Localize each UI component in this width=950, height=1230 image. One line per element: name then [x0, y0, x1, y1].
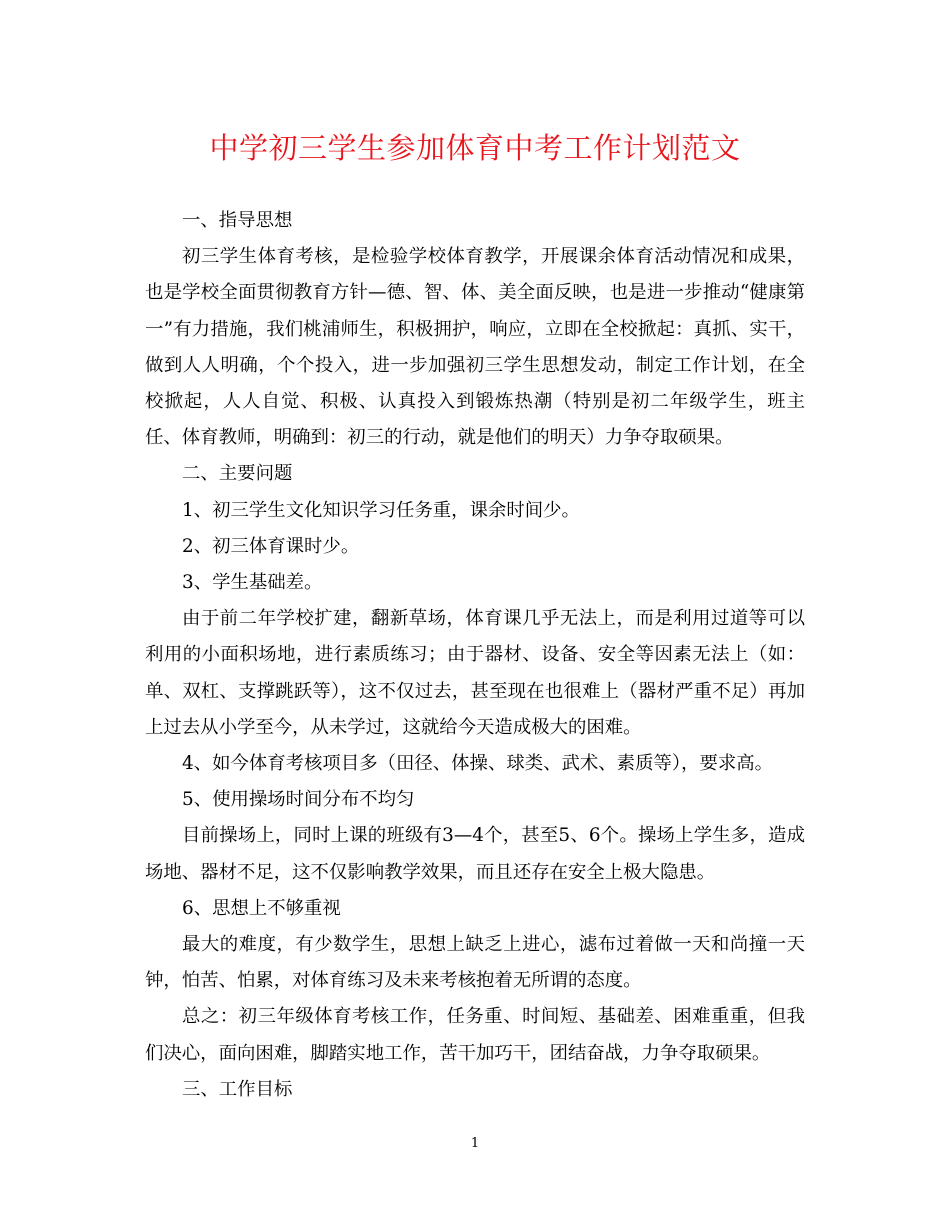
list-item: 2、初三体育课时少。 — [182, 535, 360, 557]
paragraph: 由于前二年学校扩建，翻新草场，体育课几乎无法上，而是利用过道等可以利用的小面积场地，进行素质练习；由于器材、设备、安全等因素无法上（如：单、双杠、支撑跳跃等），这不仅过去，甚至现在也很难上（器材严重不足）再加上过去从小学至今，从未学过，这就给今天造成极大的困难。 — [145, 608, 805, 738]
list-item: 1、初三学生文化知识学习任务重，课余时间少。 — [182, 499, 580, 521]
list-item: 3、学生基础差。 — [182, 572, 323, 594]
document-body — [145, 203, 805, 1108]
list-item: 5、使用操场时间分布不均匀 — [182, 789, 415, 811]
list-item: 6、思想上不够重视 — [182, 897, 341, 919]
section-heading-main-problems: 二、主要问题 — [182, 463, 293, 485]
document-title: 中学初三学生参加体育中考工作计划范文 — [209, 131, 741, 165]
page-number: 1 — [470, 1136, 480, 1151]
paragraph: 目前操场上，同时上课的班级有3—4个，甚至5、6个。操场上学生多，造成场地、器材不足，这不仅影响教学效果，而且还存在安全上极大隐患。 — [145, 825, 805, 883]
section-heading-guiding-thought: 一、指导思想 — [182, 210, 293, 231]
paragraph: 总之：初三年级体育考核工作，任务重、时间短、基础差、困难重重，但我们决心，面向困难，脚踏实地工作，苦干加巧干，团结奋战，力争夺取硕果。 — [145, 1006, 805, 1064]
list-item: 4、如今体育考核项目多（田径、体操、球类、武术、素质等），要求高。 — [182, 753, 774, 775]
paragraph: 初三学生体育考核，是检验学校体育教学，开展课余体育活动情况和成果，也是学校全面贯彻教育方针—德、智、体、美全面反映，也是进一步推动“健康第一”有力措施，我们桃浦师生，积极拥护，响应，立即在全校掀起：真抓、实干，做到人人明确，个个投入，进一步加强初三学生思想发动，制定工作计划，在全校掀起，人人自觉、积极、认真投入到锻炼热潮（特别是初二年级学生，班主任、体育教师，明确到：初三的行动，就是他们的明天）力争夺取硕果。 — [145, 246, 805, 449]
section-heading-work-goals: 三、工作目标 — [182, 1078, 293, 1100]
paragraph: 最大的难度，有少数学生，思想上缺乏上进心，滤布过着做一天和尚撞一天钟，怕苦、怕累，对体育练习及未来考核抱着无所谓的态度。 — [145, 934, 805, 992]
